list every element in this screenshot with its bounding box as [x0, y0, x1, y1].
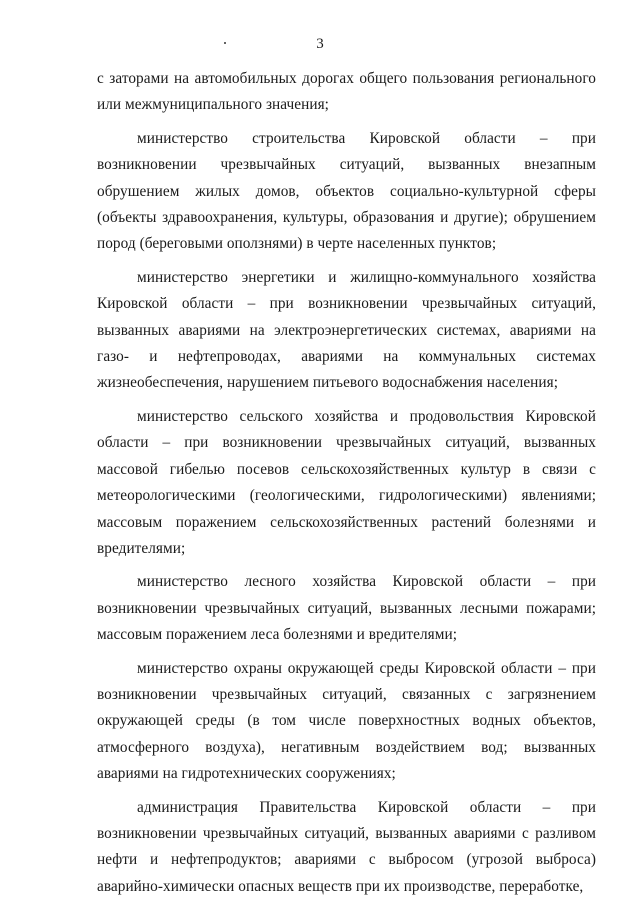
document-body: [97, 66, 596, 907]
paragraph-construction-ministry: министерство строительства Кировской области – при возникновении чрезвычайных ситуаций, вызванных внезапным обрушением жилых домов, объектов социально-культурной сферы (объекты здравоохранения, культуры, образования и другие); обрушением пород (береговыми оползнями) в черте населенных пунктов;: [97, 129, 596, 253]
paragraph-road-congestion: с заторами на автомобильных дорогах общего пользования регионального или межмуниципального значения;: [97, 70, 596, 114]
paragraph-agriculture-ministry: министерство сельского хозяйства и продовольствия Кировской области – при возникновении чрезвычайных ситуаций, вызванных массовой гибелью посевов сельскохозяйственных культур в связи с метеорологическими (геологическими, гидрологическими) явлениями; массовым поражением сельскохозяйственных растений болезнями и вредителями;: [97, 407, 596, 557]
paragraph-government-administration: администрация Правительства Кировской области – при возникновении чрезвычайных ситуаций, вызванных авариями с разливом нефти и нефтепродуктов; авариями с выбросом (угрозой выброса) аварийно-химически опасных веществ при их производстве, переработке,: [97, 798, 596, 895]
paragraph-forestry-ministry: министерство лесного хозяйства Кировской области – при возникновении чрезвычайных ситуаций, вызванных лесными пожарами; массовым поражением леса болезнями и вредителями;: [97, 573, 596, 644]
paragraph-environment-ministry: министерство охраны окружающей среды Кировской области – при возникновении чрезвычайных ситуаций, связанных с загрязнением окружающей среды (в том числе поверхностных водных объектов, атмосферного воздуха), негативным воздействием вод; вызванных авариями на гидротехнических сооружениях;: [97, 659, 596, 783]
paragraph-energy-ministry: министерство энергетики и жилищно-коммунального хозяйства Кировской области – при возникновении чрезвычайных ситуаций, вызванных авариями на электроэнергетических системах, авариями на газо- и нефтепроводах, авариями на коммунальных системах жизнеобеспечения, нарушением питьевого водоснабжения населения;: [97, 268, 596, 392]
page-number: 3: [316, 36, 324, 52]
